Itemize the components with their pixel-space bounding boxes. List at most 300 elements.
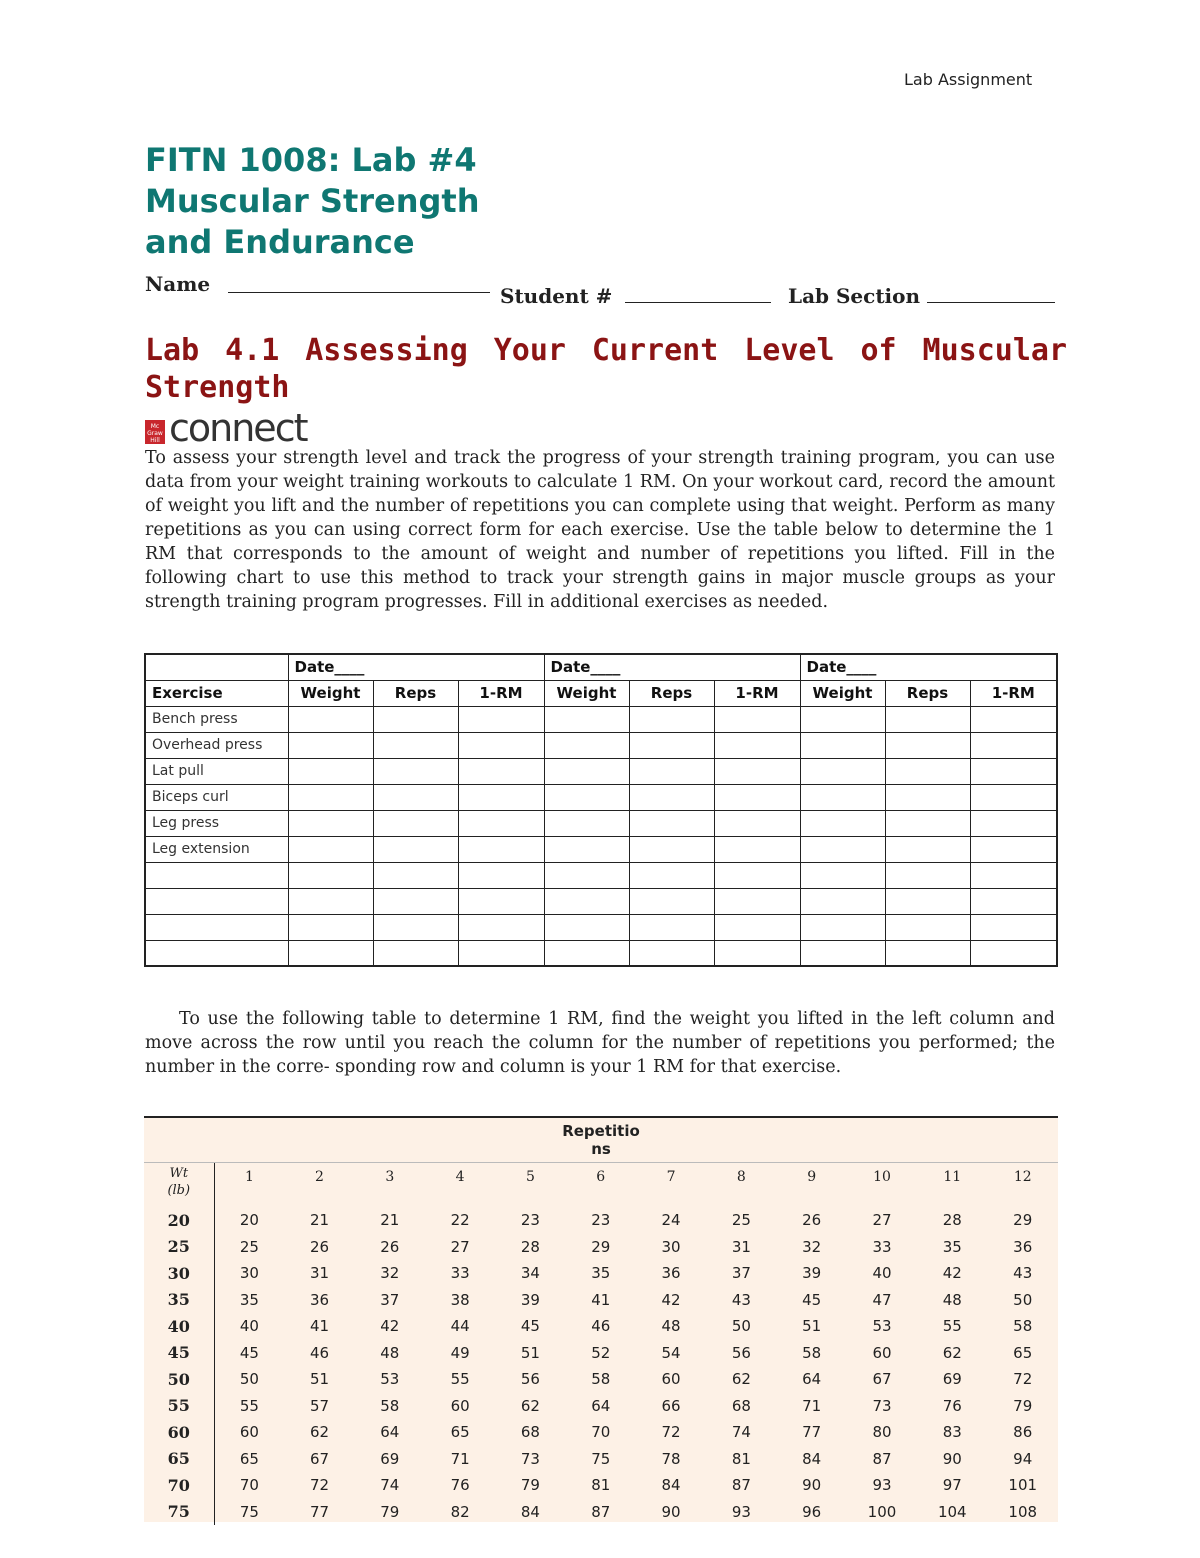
one-rm-value-cell: 90 bbox=[802, 1476, 822, 1495]
entry-cell[interactable] bbox=[288, 836, 373, 862]
one-rm-value-cell: 54 bbox=[661, 1343, 681, 1362]
one-rm-value-cell: 67 bbox=[309, 1449, 330, 1468]
one-rm-value-cell: 90 bbox=[661, 1502, 681, 1521]
exercise-cell: Lat pull bbox=[145, 758, 288, 784]
entry-cell[interactable] bbox=[373, 732, 458, 758]
entry-cell[interactable] bbox=[288, 732, 373, 758]
entry-cell[interactable] bbox=[885, 732, 970, 758]
weight-cell: 25 bbox=[144, 1234, 214, 1261]
weight-cell: 60 bbox=[144, 1419, 214, 1446]
entry-cell[interactable] bbox=[970, 940, 1057, 966]
one-rm-value-cell: 100 bbox=[867, 1502, 897, 1521]
one-rm-value-cell: 82 bbox=[450, 1502, 470, 1521]
entry-cell[interactable] bbox=[970, 706, 1057, 732]
one-rm-value-cell: 84 bbox=[802, 1449, 822, 1468]
entry-cell[interactable] bbox=[800, 836, 885, 862]
page-title bbox=[145, 140, 480, 263]
exercise-cell: Bench press bbox=[145, 706, 288, 732]
entry-cell[interactable] bbox=[800, 914, 885, 940]
student-number-label: Student # bbox=[500, 284, 613, 308]
entry-cell[interactable] bbox=[714, 706, 800, 732]
one-rm-value-cell: 64 bbox=[380, 1423, 400, 1442]
one-rm-value-cell: 58 bbox=[591, 1370, 611, 1389]
one-rm-value-cell: 21 bbox=[380, 1211, 400, 1230]
one-rm-value-cell: 76 bbox=[942, 1396, 962, 1415]
one-rm-value-cell: 74 bbox=[731, 1423, 751, 1442]
one-rm-value-cell: 47 bbox=[872, 1290, 892, 1309]
one-rm-value-cell: 93 bbox=[872, 1476, 892, 1495]
one-rm-value-cell: 97 bbox=[942, 1476, 962, 1495]
one-rm-value-cell: 44 bbox=[450, 1317, 470, 1336]
connect-logo bbox=[145, 406, 345, 450]
one-rm-value-cell: 51 bbox=[520, 1343, 540, 1362]
lab-section-field[interactable] bbox=[927, 302, 1055, 303]
entry-cell[interactable] bbox=[800, 888, 885, 914]
entry-cell[interactable] bbox=[800, 862, 885, 888]
entry-cell[interactable] bbox=[544, 914, 629, 940]
entry-cell[interactable] bbox=[544, 810, 629, 836]
one-rm-value-cell: 40 bbox=[239, 1317, 259, 1336]
entry-cell[interactable] bbox=[544, 862, 629, 888]
reps-column-header: 3 bbox=[385, 1169, 395, 1185]
one-rm-value-cell: 38 bbox=[450, 1290, 470, 1309]
one-rm-value-cell: 87 bbox=[872, 1449, 892, 1468]
header-label: Lab Assignment bbox=[904, 70, 1033, 89]
one-rm-value-cell: 75 bbox=[239, 1502, 259, 1521]
entry-cell[interactable] bbox=[885, 706, 970, 732]
exercise-cell[interactable] bbox=[145, 888, 288, 914]
one-rm-value-cell: 35 bbox=[942, 1237, 962, 1256]
exercise-cell[interactable] bbox=[145, 862, 288, 888]
one-rm-value-cell: 30 bbox=[239, 1264, 259, 1283]
one-rm-value-cell: 74 bbox=[380, 1476, 400, 1495]
one-rm-value-cell: 45 bbox=[520, 1317, 540, 1336]
one-rm-value-cell: 37 bbox=[731, 1264, 751, 1283]
weight-header: Weight bbox=[544, 680, 629, 706]
one-rm-value-cell: 93 bbox=[731, 1502, 751, 1521]
entry-cell[interactable] bbox=[288, 758, 373, 784]
entry-cell[interactable] bbox=[373, 888, 458, 914]
one-rm-value-cell: 68 bbox=[731, 1396, 751, 1415]
weight-cell: 30 bbox=[144, 1260, 214, 1287]
one-rm-value-cell: 78 bbox=[661, 1449, 681, 1468]
one-rm-value-cell: 32 bbox=[380, 1264, 400, 1283]
one-rm-value-cell: 71 bbox=[450, 1449, 470, 1468]
exercise-cell: Overhead press bbox=[145, 732, 288, 758]
one-rm-value-cell: 68 bbox=[520, 1423, 540, 1442]
reps-column-header: 4 bbox=[455, 1169, 465, 1185]
intro-paragraph: To assess your strength level and track the progress of your strength training program, you can use data from your weight training workouts to calculate 1 RM. On your workout card, record the amount of weight you lift and the number of repetitions you can complete using that weight. Perform as many repetitions as you can using correct form for each exercise. Use the table below to determine the 1 RM that corresponds to the amount of weight and number of repetitions you lifted. Fill in the following chart to use this method to track your strength gains in major muscle groups as your strength training program progresses. Fill in additional exercises as needed. bbox=[145, 448, 1055, 612]
one-rm-value-cell: 43 bbox=[1013, 1264, 1033, 1283]
one-rm-value-cell: 45 bbox=[802, 1290, 822, 1309]
weight-cell: 55 bbox=[144, 1393, 214, 1420]
entry-cell[interactable] bbox=[629, 810, 714, 836]
reps-column-header: 2 bbox=[315, 1169, 324, 1185]
entry-cell[interactable] bbox=[885, 784, 970, 810]
weight-cell: 75 bbox=[144, 1499, 214, 1526]
entry-cell[interactable] bbox=[885, 862, 970, 888]
one-rm-value-cell: 39 bbox=[802, 1264, 822, 1283]
table-row bbox=[145, 940, 1057, 966]
entry-cell[interactable] bbox=[629, 706, 714, 732]
entry-cell[interactable] bbox=[885, 940, 970, 966]
one-rm-value-cell: 77 bbox=[802, 1423, 822, 1442]
exercise-cell: Leg extension bbox=[145, 836, 288, 862]
one-rm-value-cell: 30 bbox=[661, 1237, 681, 1256]
entry-cell[interactable] bbox=[458, 758, 544, 784]
entry-cell[interactable] bbox=[800, 758, 885, 784]
one-rm-value-cell: 25 bbox=[239, 1237, 259, 1256]
one-rm-value-cell: 46 bbox=[591, 1317, 611, 1336]
one-rm-value-cell: 50 bbox=[1013, 1290, 1033, 1309]
one-rm-value-cell: 45 bbox=[239, 1343, 259, 1362]
entry-cell[interactable] bbox=[629, 732, 714, 758]
one-rm-value-cell: 33 bbox=[872, 1237, 892, 1256]
entry-cell[interactable] bbox=[629, 862, 714, 888]
repetitions-title-line-2: ns bbox=[591, 1140, 611, 1158]
table-row bbox=[144, 1472, 1058, 1499]
one-rm-value-cell: 56 bbox=[520, 1370, 540, 1389]
name-label: Name bbox=[145, 272, 211, 296]
one-rm-value-cell: 69 bbox=[942, 1370, 962, 1389]
repetitions-title-row bbox=[144, 1118, 1058, 1163]
entry-cell[interactable] bbox=[544, 888, 629, 914]
one-rm-value-cell: 29 bbox=[1013, 1211, 1033, 1230]
repetitions-title bbox=[144, 1118, 1058, 1163]
table-row bbox=[145, 706, 1057, 732]
entry-cell[interactable] bbox=[970, 836, 1057, 862]
entry-cell[interactable] bbox=[970, 732, 1057, 758]
one-rm-value-cell: 62 bbox=[520, 1396, 540, 1415]
entry-cell[interactable] bbox=[629, 836, 714, 862]
one-rm-value-cell: 60 bbox=[872, 1343, 892, 1362]
one-rm-value-cell: 51 bbox=[802, 1317, 822, 1336]
reps-header: Reps bbox=[885, 680, 970, 706]
entry-cell[interactable] bbox=[373, 914, 458, 940]
entry-cell[interactable] bbox=[714, 758, 800, 784]
entry-cell[interactable] bbox=[458, 810, 544, 836]
entry-cell[interactable] bbox=[373, 810, 458, 836]
one-rm-value-cell: 71 bbox=[802, 1396, 822, 1415]
entry-cell[interactable] bbox=[288, 888, 373, 914]
one-rm-value-cell: 101 bbox=[1008, 1476, 1038, 1495]
one-rm-value-cell: 33 bbox=[450, 1264, 470, 1283]
one-rm-value-cell: 60 bbox=[661, 1370, 681, 1389]
one-rm-value-cell: 64 bbox=[591, 1396, 611, 1415]
one-rm-value-cell: 51 bbox=[309, 1370, 330, 1389]
reps-header: Reps bbox=[629, 680, 714, 706]
repetitions-title-line-1: Repetitio bbox=[562, 1122, 640, 1140]
table-row bbox=[144, 1313, 1058, 1340]
one-rm-value-cell: 55 bbox=[942, 1317, 962, 1336]
instructions-paragraph: To use the following table to determine 1 RM, find the weight you lifted in the left column and move across the row until you reach the column for the number of repetitions you performed; the number in the corre- sponding row and column is your 1 RM for that exercise. bbox=[145, 1009, 1055, 1077]
table-row bbox=[145, 758, 1057, 784]
one-rm-value-cell: 21 bbox=[309, 1211, 330, 1230]
one-rm-value-cell: 104 bbox=[937, 1502, 967, 1521]
entry-cell[interactable] bbox=[714, 914, 800, 940]
one-rm-value-cell: 72 bbox=[1013, 1370, 1033, 1389]
one-rm-value-cell: 70 bbox=[591, 1423, 611, 1442]
entry-cell[interactable] bbox=[544, 732, 629, 758]
connect-wordmark: connect bbox=[169, 406, 307, 450]
entry-cell[interactable] bbox=[800, 810, 885, 836]
exercise-cell[interactable] bbox=[145, 940, 288, 966]
entry-cell[interactable] bbox=[458, 784, 544, 810]
date-header-1[interactable]: Date____ bbox=[288, 654, 544, 680]
entry-cell[interactable] bbox=[800, 784, 885, 810]
entry-cell[interactable] bbox=[373, 706, 458, 732]
table-row bbox=[145, 888, 1057, 914]
reps-header: Reps bbox=[373, 680, 458, 706]
entry-cell[interactable] bbox=[288, 706, 373, 732]
one-rm-value-cell: 40 bbox=[872, 1264, 892, 1283]
table-row bbox=[144, 1234, 1058, 1261]
entry-cell[interactable] bbox=[885, 836, 970, 862]
reps-column-header: 5 bbox=[525, 1169, 535, 1185]
one-rm-value-cell: 60 bbox=[450, 1396, 470, 1415]
entry-cell[interactable] bbox=[544, 784, 629, 810]
entry-cell[interactable] bbox=[885, 810, 970, 836]
table-row bbox=[144, 1207, 1058, 1234]
one-rm-value-cell: 55 bbox=[450, 1370, 470, 1389]
one-rm-header: 1-RM bbox=[458, 680, 544, 706]
one-rm-value-cell: 83 bbox=[942, 1423, 962, 1442]
weight-cell: 50 bbox=[144, 1366, 214, 1393]
one-rm-value-cell: 84 bbox=[661, 1476, 681, 1495]
one-rm-value-cell: 56 bbox=[731, 1343, 751, 1362]
entry-cell[interactable] bbox=[629, 888, 714, 914]
one-rm-lookup-table bbox=[144, 1116, 1058, 1522]
one-rm-value-cell: 41 bbox=[591, 1290, 611, 1309]
entry-cell[interactable] bbox=[629, 784, 714, 810]
weight-column-header bbox=[144, 1163, 214, 1208]
entry-cell[interactable] bbox=[970, 810, 1057, 836]
wt-label: Wt bbox=[169, 1166, 189, 1181]
one-rm-value-cell: 48 bbox=[661, 1317, 681, 1336]
entry-cell[interactable] bbox=[629, 940, 714, 966]
one-rm-value-cell: 108 bbox=[1008, 1502, 1038, 1521]
one-rm-value-cell: 27 bbox=[872, 1211, 892, 1230]
one-rm-value-cell: 31 bbox=[731, 1237, 751, 1256]
one-rm-value-cell: 43 bbox=[731, 1290, 751, 1309]
reps-column-header: 8 bbox=[736, 1169, 746, 1185]
reps-column-header: 12 bbox=[1013, 1169, 1032, 1185]
entry-cell[interactable] bbox=[714, 862, 800, 888]
one-rm-value-cell: 79 bbox=[380, 1502, 400, 1521]
one-rm-value-cell: 76 bbox=[450, 1476, 470, 1495]
one-rm-value-cell: 87 bbox=[731, 1476, 751, 1495]
entry-cell[interactable] bbox=[458, 836, 544, 862]
column-header-row bbox=[145, 680, 1057, 706]
table-row bbox=[144, 1393, 1058, 1420]
one-rm-value-cell: 66 bbox=[661, 1396, 681, 1415]
one-rm-value-cell: 42 bbox=[942, 1264, 962, 1283]
table-row bbox=[145, 784, 1057, 810]
name-field[interactable] bbox=[228, 292, 490, 293]
one-rm-value-cell: 72 bbox=[309, 1476, 330, 1495]
exercise-header: Exercise bbox=[145, 680, 288, 706]
entry-cell[interactable] bbox=[458, 888, 544, 914]
one-rm-value-cell: 65 bbox=[239, 1449, 259, 1468]
one-rm-value-cell: 28 bbox=[942, 1211, 962, 1230]
one-rm-value-cell: 32 bbox=[802, 1237, 822, 1256]
table-row bbox=[144, 1340, 1058, 1367]
entry-cell[interactable] bbox=[458, 706, 544, 732]
entry-cell[interactable] bbox=[800, 732, 885, 758]
one-rm-value-cell: 58 bbox=[1013, 1317, 1033, 1336]
entry-cell[interactable] bbox=[544, 836, 629, 862]
title-line-2: Muscular Strength bbox=[145, 182, 480, 220]
one-rm-value-cell: 26 bbox=[802, 1211, 822, 1230]
entry-cell[interactable] bbox=[970, 784, 1057, 810]
one-rm-value-cell: 23 bbox=[520, 1211, 540, 1230]
table-row bbox=[144, 1260, 1058, 1287]
entry-cell[interactable] bbox=[885, 758, 970, 784]
entry-cell[interactable] bbox=[288, 914, 373, 940]
entry-cell[interactable] bbox=[373, 862, 458, 888]
entry-cell[interactable] bbox=[970, 888, 1057, 914]
entry-cell[interactable] bbox=[800, 706, 885, 732]
one-rm-value-cell: 53 bbox=[380, 1370, 400, 1389]
one-rm-value-cell: 29 bbox=[591, 1237, 611, 1256]
entry-cell[interactable] bbox=[373, 940, 458, 966]
entry-cell[interactable] bbox=[373, 784, 458, 810]
weight-cell: 40 bbox=[144, 1313, 214, 1340]
one-rm-value-cell: 27 bbox=[450, 1237, 470, 1256]
one-rm-value-cell: 70 bbox=[239, 1476, 259, 1495]
one-rm-value-cell: 62 bbox=[309, 1423, 330, 1442]
entry-cell[interactable] bbox=[800, 940, 885, 966]
one-rm-value-cell: 96 bbox=[802, 1502, 822, 1521]
table-row bbox=[145, 862, 1057, 888]
entry-cell[interactable] bbox=[714, 784, 800, 810]
weight-header: Weight bbox=[288, 680, 373, 706]
one-rm-value-cell: 42 bbox=[661, 1290, 681, 1309]
one-rm-value-cell: 62 bbox=[731, 1370, 751, 1389]
table-row bbox=[145, 836, 1057, 862]
entry-cell[interactable] bbox=[458, 914, 544, 940]
entry-cell[interactable] bbox=[288, 784, 373, 810]
entry-cell[interactable] bbox=[714, 940, 800, 966]
entry-cell[interactable] bbox=[714, 888, 800, 914]
date-header-3[interactable]: Date____ bbox=[800, 654, 1057, 680]
weight-cell: 70 bbox=[144, 1472, 214, 1499]
entry-cell[interactable] bbox=[970, 862, 1057, 888]
one-rm-value-cell: 24 bbox=[661, 1211, 681, 1230]
entry-cell[interactable] bbox=[629, 914, 714, 940]
entry-cell[interactable] bbox=[714, 732, 800, 758]
lb-label: (lb) bbox=[167, 1183, 191, 1198]
entry-cell[interactable] bbox=[885, 888, 970, 914]
table-row bbox=[144, 1499, 1058, 1526]
weight-cell: 65 bbox=[144, 1446, 214, 1473]
weight-cell: 35 bbox=[144, 1287, 214, 1314]
table-row bbox=[144, 1419, 1058, 1446]
one-rm-value-cell: 57 bbox=[309, 1396, 330, 1415]
one-rm-value-cell: 36 bbox=[1013, 1237, 1033, 1256]
entry-cell[interactable] bbox=[714, 836, 800, 862]
weight-cell: 45 bbox=[144, 1340, 214, 1367]
one-rm-value-cell: 80 bbox=[872, 1423, 892, 1442]
one-rm-value-cell: 52 bbox=[591, 1343, 611, 1362]
entry-cell[interactable] bbox=[885, 914, 970, 940]
table-row bbox=[144, 1366, 1058, 1393]
one-rm-value-cell: 25 bbox=[731, 1211, 751, 1230]
entry-cell[interactable] bbox=[458, 862, 544, 888]
entry-cell[interactable] bbox=[714, 810, 800, 836]
entry-cell[interactable] bbox=[288, 940, 373, 966]
entry-cell[interactable] bbox=[544, 758, 629, 784]
one-rm-value-cell: 48 bbox=[380, 1343, 400, 1362]
entry-cell[interactable] bbox=[288, 810, 373, 836]
one-rm-value-cell: 35 bbox=[239, 1290, 259, 1309]
table-row bbox=[145, 732, 1057, 758]
one-rm-value-cell: 64 bbox=[802, 1370, 822, 1389]
weight-header: Weight bbox=[800, 680, 885, 706]
one-rm-value-cell: 35 bbox=[591, 1264, 611, 1283]
exercise-cell[interactable] bbox=[145, 914, 288, 940]
one-rm-value-cell: 81 bbox=[731, 1449, 751, 1468]
weight-cell: 20 bbox=[144, 1207, 214, 1234]
entry-cell[interactable] bbox=[970, 758, 1057, 784]
exercise-cell: Biceps curl bbox=[145, 784, 288, 810]
one-rm-value-cell: 55 bbox=[239, 1396, 259, 1415]
entry-cell[interactable] bbox=[458, 732, 544, 758]
one-rm-value-cell: 86 bbox=[1013, 1423, 1033, 1442]
entry-cell[interactable] bbox=[373, 758, 458, 784]
one-rm-value-cell: 50 bbox=[731, 1317, 751, 1336]
one-rm-value-cell: 39 bbox=[520, 1290, 540, 1309]
title-line-1: FITN 1008: Lab #4 bbox=[145, 141, 477, 179]
one-rm-value-cell: 58 bbox=[380, 1396, 400, 1415]
table-row bbox=[145, 914, 1057, 940]
student-number-field[interactable] bbox=[625, 302, 771, 303]
one-rm-value-cell: 49 bbox=[450, 1343, 470, 1362]
one-rm-value-cell: 73 bbox=[520, 1449, 540, 1468]
reps-column-header: 9 bbox=[807, 1169, 817, 1185]
title-line-3: and Endurance bbox=[145, 223, 415, 261]
one-rm-value-cell: 46 bbox=[309, 1343, 330, 1362]
entry-cell[interactable] bbox=[373, 836, 458, 862]
one-rm-value-cell: 42 bbox=[380, 1317, 400, 1336]
one-rm-value-cell: 62 bbox=[942, 1343, 962, 1362]
entry-cell[interactable] bbox=[458, 940, 544, 966]
date-header-2[interactable]: Date____ bbox=[544, 654, 800, 680]
one-rm-value-cell: 94 bbox=[1013, 1449, 1033, 1468]
one-rm-value-cell: 26 bbox=[309, 1237, 330, 1256]
date-header-row bbox=[145, 654, 1057, 680]
one-rm-header: 1-RM bbox=[970, 680, 1057, 706]
entry-cell[interactable] bbox=[629, 758, 714, 784]
one-rm-value-cell: 26 bbox=[380, 1237, 400, 1256]
entry-cell[interactable] bbox=[544, 706, 629, 732]
one-rm-value-cell: 84 bbox=[520, 1502, 540, 1521]
entry-cell[interactable] bbox=[544, 940, 629, 966]
one-rm-value-cell: 65 bbox=[1013, 1343, 1033, 1362]
one-rm-value-cell: 75 bbox=[591, 1449, 611, 1468]
one-rm-value-cell: 90 bbox=[942, 1449, 962, 1468]
one-rm-value-cell: 37 bbox=[380, 1290, 400, 1309]
one-rm-value-cell: 50 bbox=[239, 1370, 259, 1389]
one-rm-value-cell: 20 bbox=[239, 1211, 259, 1230]
one-rm-value-cell: 73 bbox=[872, 1396, 892, 1415]
one-rm-header: 1-RM bbox=[714, 680, 800, 706]
one-rm-value-cell: 36 bbox=[661, 1264, 681, 1283]
section-title: Lab 4.1 Assessing Your Current Level of Muscular Strength bbox=[145, 333, 1067, 405]
lab-section-label: Lab Section bbox=[788, 284, 921, 308]
entry-cell[interactable] bbox=[288, 862, 373, 888]
entry-cell[interactable] bbox=[970, 914, 1057, 940]
